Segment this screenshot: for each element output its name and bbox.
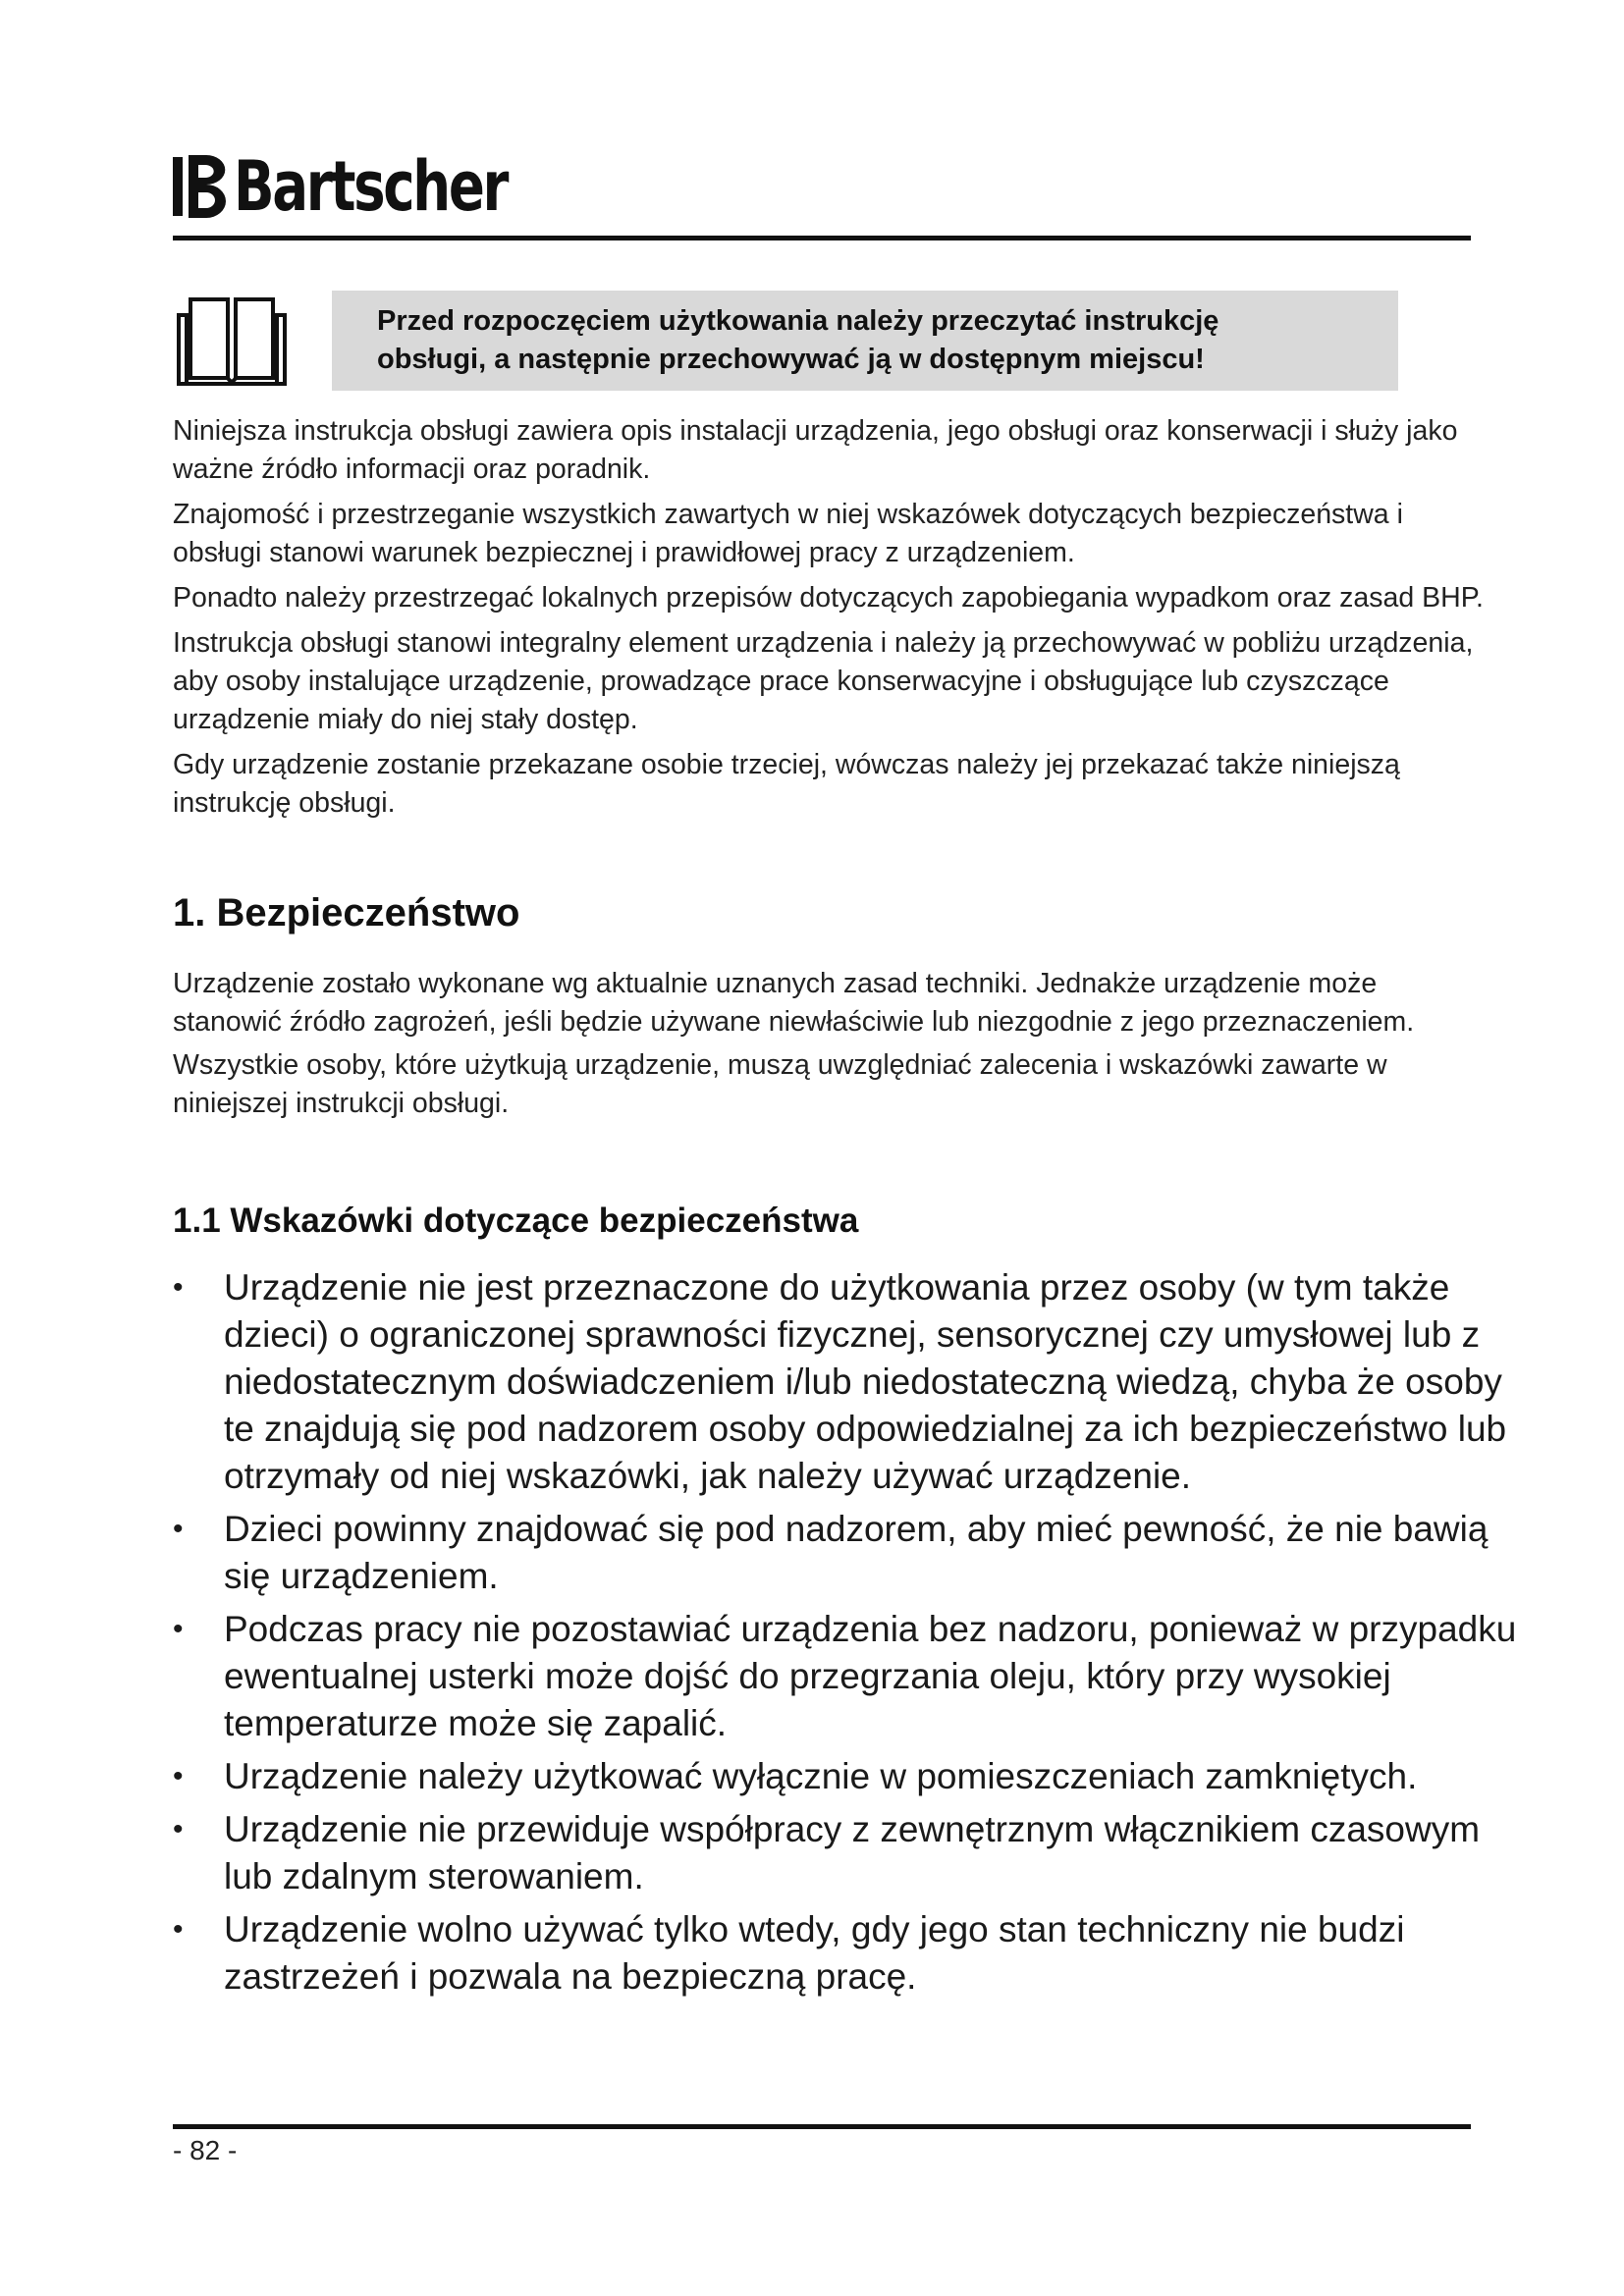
manual-book-icon (173, 290, 291, 388)
list-item-text: Podczas pracy nie pozostawiać urządzenia bez nadzoru, ponieważ w przypadku ewentualnej usterki może dojść do przegrzania oleju, który przy wysokiej temperaturze może się zapalić. (224, 1609, 1517, 1743)
section-1-paragraph: Wszystkie osoby, które użytkują urządzenie, muszą uwzględniać zalecenia i wskazówki zawarte w niniejszej instrukcji obsługi. (173, 1049, 1387, 1119)
section-1-heading: 1. Bezpieczeństwo (173, 891, 520, 934)
bartscher-logo-icon (173, 147, 228, 226)
list-item (173, 1753, 1518, 1800)
brand-logo (173, 137, 584, 236)
bullet-icon: • (173, 1813, 184, 1845)
list-item-text: Urządzenie należy użytkować wyłącznie w pomieszczeniach zamkniętych. (224, 1756, 1418, 1796)
list-item (173, 1506, 1518, 1600)
intro-paragraph: Znajomość i przestrzeganie wszystkich zawartych w niej wskazówek dotyczących bezpieczeństwa i obsługi stanowi warunek bezpiecznej i prawidłowej pracy z urządzeniem. (173, 499, 1403, 568)
intro-paragraph: Instrukcja obsługi stanowi integralny element urządzenia i należy ją przechowywać w pobliżu urządzenia, aby osoby instalujące urządzenie, prowadzące prace konserwacyjne i obsługujące lub czyszczące urządzenie miały do niej stały dostęp. (173, 627, 1474, 735)
intro-paragraph: Ponadto należy przestrzegać lokalnych przepisów dotyczących zapobiegania wypadkom oraz zasad BHP. (173, 582, 1484, 614)
bullet-icon: • (173, 1271, 184, 1304)
logo-text: Bartscher (234, 146, 508, 227)
bullet-icon: • (173, 1613, 184, 1645)
section-1-paragraph: Urządzenie zostało wykonane wg aktualnie uznanych zasad techniki. Jednakże urządzenie może stanowić źródło zagrożeń, jeśli będzie używane niewłaściwie lub niezgodnie z jego przeznaczeniem. (173, 968, 1415, 1038)
list-item-text: Urządzenie nie jest przeznaczone do użytkowania przez osoby (w tym także dzieci) o ograniczonej sprawności fizycznej, sensorycznej czy umysłowej lub z niedostatecznym doświadczeniem i/lub niedostateczną wiedzą, chyba że osoby te znajdują się pod nadzorem osoby odpowiedzialnej za ich bezpieczeństwo lub otrzymały od niej wskazówki, jak należy używać urządzenie. (224, 1267, 1507, 1496)
notice-line-1: Przed rozpoczęciem użytkowania należy przeczytać instrukcję (377, 305, 1219, 337)
list-item-text: Dzieci powinny znajdować się pod nadzorem, aby mieć pewność, że nie bawią się urządzeniem. (224, 1509, 1489, 1596)
section-1-body (173, 965, 1489, 1128)
list-item-text: Urządzenie nie przewiduje współpracy z zewnętrznym włącznikiem czasowym lub zdalnym sterowaniem. (224, 1809, 1481, 1896)
intro-paragraph: Gdy urządzenie zostanie przekazane osobie trzeciej, wówczas należy jej przekazać także niniejszą instrukcję obsługi. (173, 749, 1400, 819)
footer-divider (173, 2124, 1471, 2129)
section-1-1-heading: 1.1 Wskazówki dotyczące bezpieczeństwa (173, 1201, 859, 1240)
read-manual-notice (332, 291, 1398, 391)
bullet-icon: • (173, 1513, 184, 1545)
intro-text (173, 412, 1489, 829)
list-item (173, 1806, 1518, 1900)
list-item (173, 1606, 1518, 1747)
bullet-icon: • (173, 1913, 184, 1946)
bullet-icon: • (173, 1760, 184, 1792)
safety-list (173, 1264, 1518, 2006)
header-divider (173, 236, 1471, 240)
intro-paragraph: Niniejsza instrukcja obsługi zawiera opis instalacji urządzenia, jego obsługi oraz konserwacji i służy jako ważne źródło informacji oraz poradnik. (173, 415, 1458, 485)
list-item-text: Urządzenie wolno używać tylko wtedy, gdy jego stan techniczny nie budzi zastrzeżeń i pozwala na bezpieczną pracę. (224, 1909, 1405, 1997)
page-number: - 82 - (173, 2135, 238, 2165)
list-item (173, 1264, 1518, 1500)
list-item (173, 1906, 1518, 2001)
notice-line-2: obsługi, a następnie przechowywać ją w dostępnym miejscu! (377, 344, 1205, 375)
